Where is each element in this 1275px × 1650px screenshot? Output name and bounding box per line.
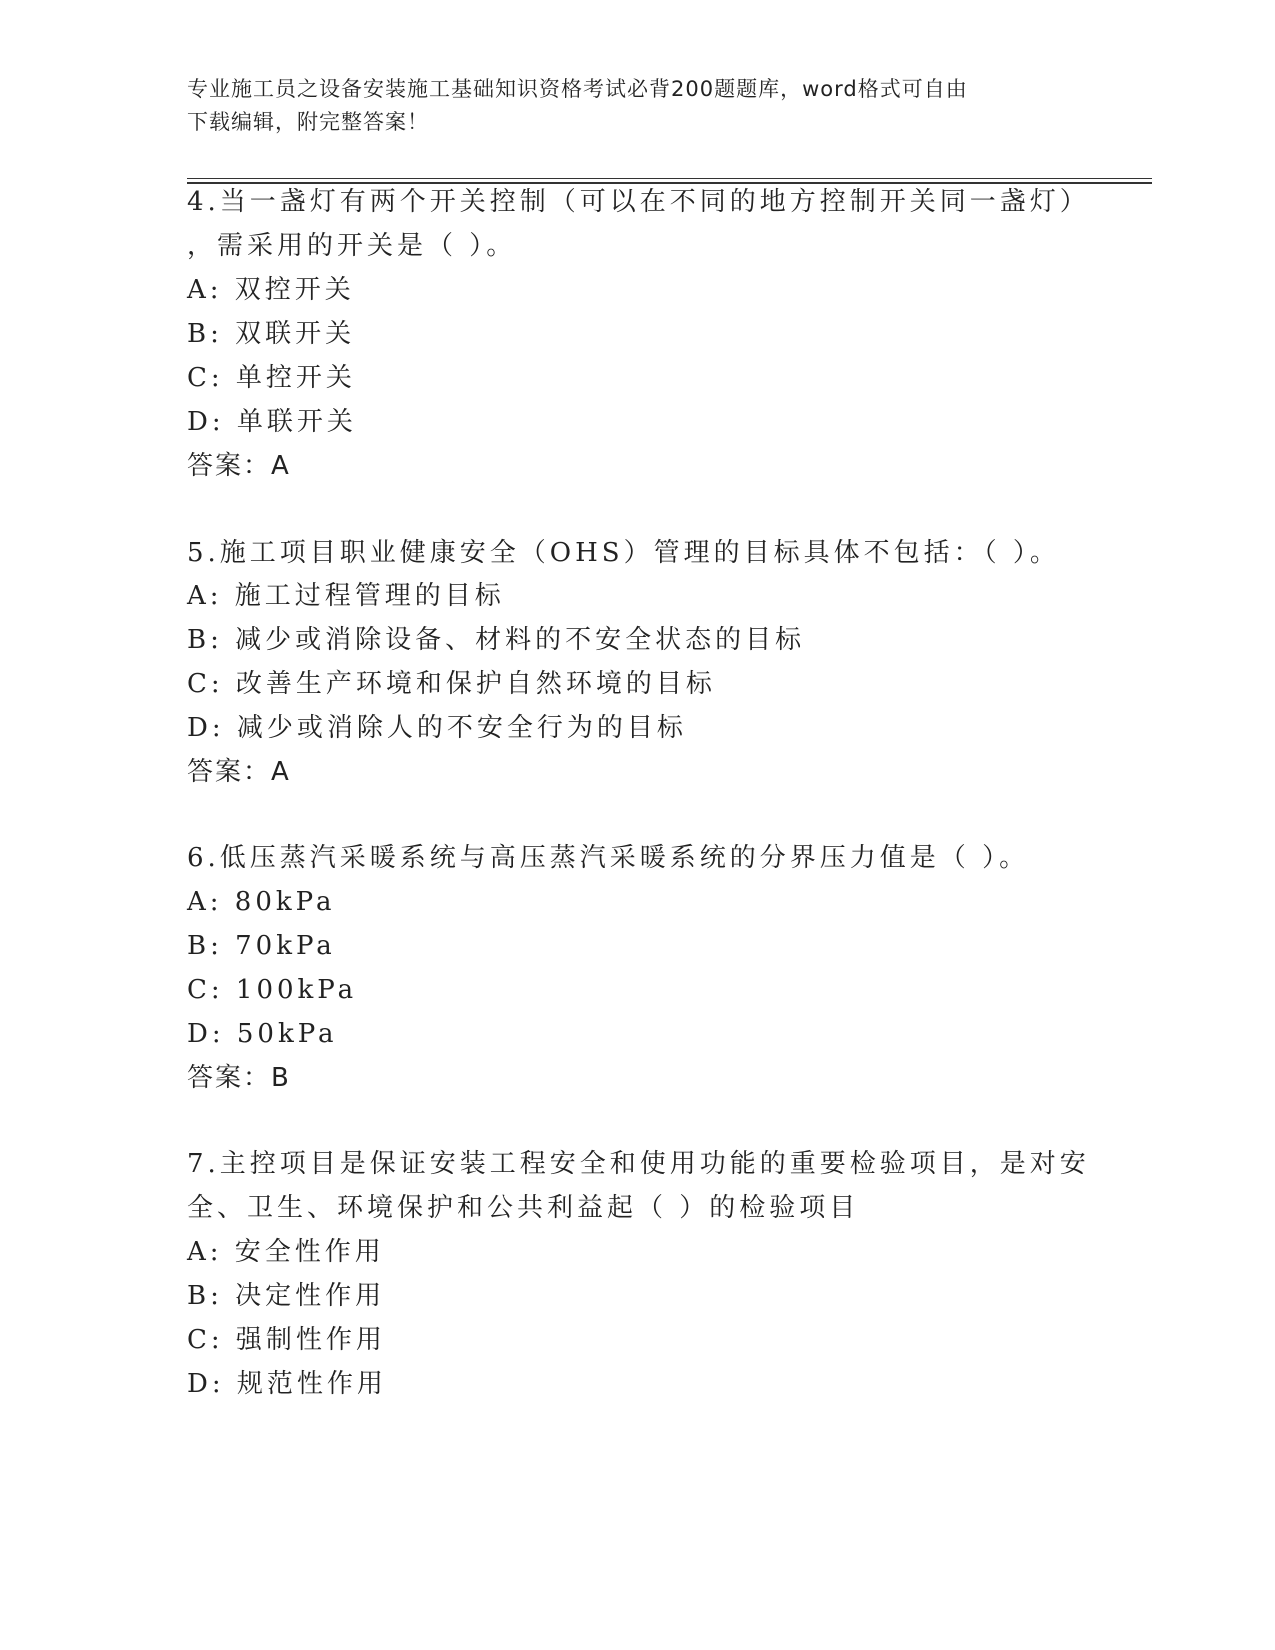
question-5-option-c: C: 改善生产环境和保护自然环境的目标 [187,669,716,699]
question-7-option-d: D: 规范性作用 [187,1369,387,1399]
header-divider-thick [187,182,1152,184]
question-6-option-a: A: 80kPa [187,887,336,917]
question-7-line-2: 全、卫生、环境保护和公共利益起（ ）的检验项目 [187,1193,860,1223]
question-4-option-a: A: 双控开关 [187,275,355,305]
question-4-option-b: B: 双联开关 [187,319,356,349]
header-line-2: 下载编辑，附完整答案！ [187,110,429,134]
question-7-option-b: B: 决定性作用 [187,1281,386,1311]
question-5-option-d: D: 减少或消除人的不安全行为的目标 [187,713,687,743]
question-5-option-a: A: 施工过程管理的目标 [187,581,505,611]
question-6-answer: 答案：B [187,1063,291,1093]
question-7-option-c: C: 强制性作用 [187,1325,386,1355]
header-line-1: 专业施工员之设备安装施工基础知识资格考试必背200题题库，word格式可自由 [187,77,968,101]
header-divider-thin [187,178,1152,179]
document-header [187,73,1087,139]
question-6-line-1: 6.低压蒸汽采暖系统与高压蒸汽采暖系统的分界压力值是（ ）。 [187,843,1030,873]
question-5-line-1: 5.施工项目职业健康安全（OHS）管理的目标具体不包括：（ ）。 [187,538,1060,568]
question-6-option-b: B: 70kPa [187,931,336,961]
question-4-answer: 答案：A [187,451,291,481]
question-7-line-1: 7.主控项目是保证安装工程安全和使用功能的重要检验项目，是对安 [187,1149,1090,1179]
question-5-option-b: B: 减少或消除设备、材料的不安全状态的目标 [187,625,806,655]
question-6-option-d: D: 50kPa [187,1019,338,1049]
question-5-answer: 答案：A [187,757,291,787]
question-4-option-c: C: 单控开关 [187,363,356,393]
question-4-option-d: D: 单联开关 [187,407,357,437]
question-7-option-a: A: 安全性作用 [187,1237,385,1267]
question-4-line-1: 4.当一盏灯有两个开关控制（可以在不同的地方控制开关同一盏灯） [187,187,1090,217]
question-6-option-c: C: 100kPa [187,975,358,1005]
question-4-line-2: ，需采用的开关是（ ）。 [187,231,517,261]
